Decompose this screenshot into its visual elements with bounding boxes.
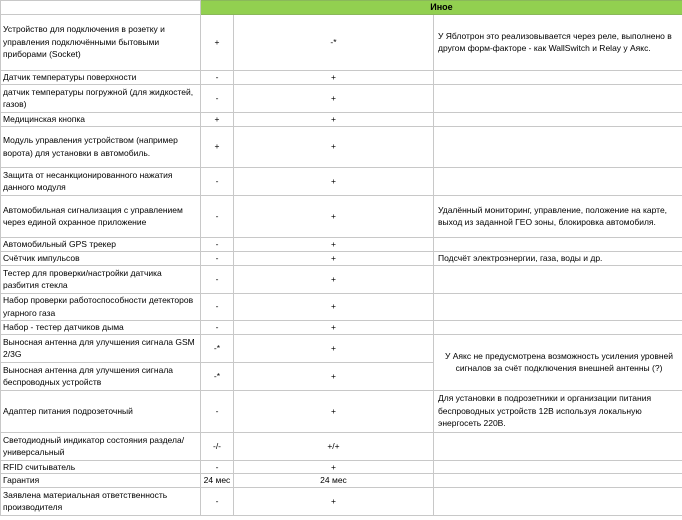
feature-name: датчик температуры погружной (для жидкостей, газов) <box>1 84 201 112</box>
value-b: -* <box>234 14 434 70</box>
feature-name: Автомобильная сигнализация с управлением через единой охранное приложение <box>1 195 201 237</box>
value-a: - <box>201 390 234 432</box>
value-a: - <box>201 265 234 293</box>
value-b: + <box>234 390 434 432</box>
value-b: + <box>234 237 434 251</box>
value-b: + <box>234 265 434 293</box>
note: Для установки в подрозетники и организации питания беспроводных устройств 12В используя локальную энергосеть 220В. <box>434 390 682 432</box>
value-a: - <box>201 84 234 112</box>
value-a: + <box>201 112 234 126</box>
value-b: + <box>234 487 434 515</box>
table-row <box>1 487 682 515</box>
feature-name: Выносная антенна для улучшения сигнала GSM 2/3G <box>1 334 201 362</box>
value-b: + <box>234 251 434 265</box>
value-a: -/- <box>201 432 234 460</box>
value-b: + <box>234 195 434 237</box>
value-b: +/+ <box>234 432 434 460</box>
value-b: 24 мес <box>234 474 434 488</box>
feature-name: Счётчик импульсов <box>1 251 201 265</box>
value-a: - <box>201 70 234 84</box>
table-row <box>1 265 682 293</box>
table-row <box>1 390 682 432</box>
table-row <box>1 293 682 320</box>
value-a: -* <box>201 362 234 390</box>
value-a: - <box>201 251 234 265</box>
section-header-row <box>1 1 682 15</box>
table-row <box>1 112 682 126</box>
feature-name: Автомобильный GPS трекер <box>1 237 201 251</box>
feature-name: RFID считыватель <box>1 460 201 474</box>
table-row <box>1 334 682 362</box>
value-a: - <box>201 487 234 515</box>
value-b: + <box>234 334 434 362</box>
table-row <box>1 460 682 474</box>
value-b: + <box>234 293 434 320</box>
feature-name: Гарантия <box>1 474 201 488</box>
feature-name: Адаптер питания подрозеточный <box>1 390 201 432</box>
value-a: - <box>201 293 234 320</box>
value-a: 24 мес <box>201 474 234 488</box>
table-row <box>1 167 682 195</box>
value-a: - <box>201 237 234 251</box>
feature-name: Выносная антенна для улучшения сигнала беспроводных устройств <box>1 362 201 390</box>
value-b: + <box>234 112 434 126</box>
feature-name: Набор проверки работоспособности детекторов угарного газа <box>1 293 201 320</box>
feature-name: Датчик температуры поверхности <box>1 70 201 84</box>
feature-name: Защита от несанкционированного нажатия данного модуля <box>1 167 201 195</box>
value-a: - <box>201 320 234 334</box>
value-b: + <box>234 460 434 474</box>
value-b: + <box>234 70 434 84</box>
value-b: + <box>234 320 434 334</box>
value-a: + <box>201 14 234 70</box>
value-a: - <box>201 195 234 237</box>
note: У Аякс не предусмотрена возможность усиления уровней сигналов за счёт подключения внешней антенны (?) <box>434 334 682 390</box>
feature-name: Тестер для проверки/настройки датчика разбития стекла <box>1 265 201 293</box>
feature-name: Медицинская кнопка <box>1 112 201 126</box>
note: Удалённый мониторинг, управление, положение на карте, выход из заданной ГЕО зоны, блокировка автомобиля. <box>434 195 682 237</box>
feature-name: Устройство для подключения в розетку и управления подключёнными бытовыми приборами (Socket) <box>1 14 201 70</box>
table-row <box>1 432 682 460</box>
value-b: + <box>234 362 434 390</box>
value-b: + <box>234 167 434 195</box>
value-a: + <box>201 126 234 167</box>
table-row <box>1 195 682 237</box>
table-row <box>1 237 682 251</box>
feature-name: Модуль управления устройством (например ворота) для установки в автомобиль. <box>1 126 201 167</box>
value-a: -* <box>201 334 234 362</box>
value-b: + <box>234 126 434 167</box>
value-a: - <box>201 167 234 195</box>
section-header: Иное <box>201 1 682 15</box>
value-b: + <box>234 84 434 112</box>
table-row <box>1 70 682 84</box>
note: Подсчёт электроэнергии, газа, воды и др. <box>434 251 682 265</box>
feature-name: Заявлена материальная ответственность производителя <box>1 487 201 515</box>
table-row <box>1 320 682 334</box>
value-a: - <box>201 460 234 474</box>
table-row <box>1 474 682 488</box>
table-row <box>1 251 682 265</box>
feature-name: Набор - тестер датчиков дыма <box>1 320 201 334</box>
table-row <box>1 84 682 112</box>
table-row <box>1 126 682 167</box>
table-row <box>1 14 682 70</box>
note: У Яблотрон это реализовывается через реле, выполнено в другом форм-факторе - как WallSwitch и Relay у Аякс. <box>434 14 682 70</box>
feature-name: Светодиодный индикатор состояния раздела/универсальный <box>1 432 201 460</box>
